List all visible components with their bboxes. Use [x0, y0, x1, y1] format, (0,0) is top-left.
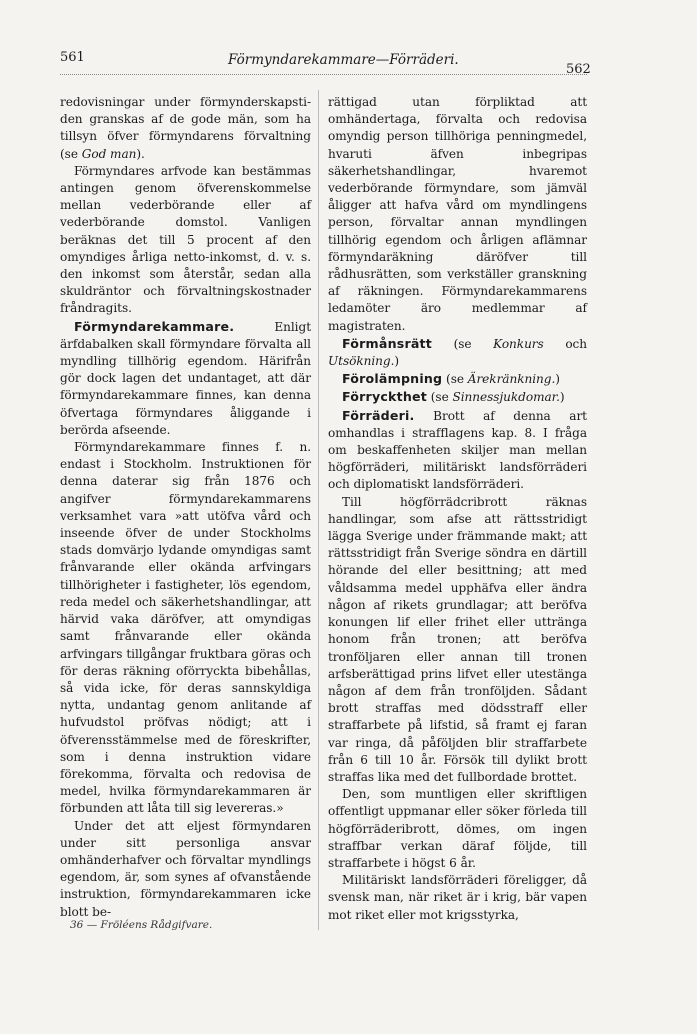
paragraph-text: )	[555, 372, 560, 387]
paragraph: Militäriskt landsförräderi föreligger, då svensk man, när riket är i krig, bär vapen mot riket eller mot krigsstyrka,	[328, 873, 587, 922]
page-number-left: 561	[60, 50, 85, 65]
cross-reference: Utsökning.	[328, 354, 395, 369]
entry-paragraph	[328, 370, 587, 388]
page-footer: 36 — Fröléens Rådgifvare.	[70, 919, 213, 931]
entry-headword: Förmånsrätt	[342, 335, 432, 351]
paragraph-text: (se	[430, 390, 449, 405]
page-number-right: 562	[566, 62, 591, 77]
paragraph-text: Brott af denna art omhandlas i strafflagens kap. 8. I fråga om beskaffenheten skiljer man mellan högförräderi, militäriskt landsförräderi och diplomatiskt landsförräderi.	[328, 408, 587, 492]
paragraph-text: (se	[446, 372, 464, 387]
paragraph: rättigad utan förpliktad att omhändertaga, förvalta och redovisa omyndig person tillhöriga penningmedel, hvaruti äfven inbegripas säkerhetshandlingar, hvaremot vederbörande förmyndare, som jämväl åligger att hafva vård om myndlingens person, förvaltar annan myndlingen tillhörig egendom och årligen aflämnar förmyndaräkning däröfver till rådhusrätten, som verkställer granskning af räkningen. Förmyndarekammarens ledamöter äro medlemmar af magistraten.	[328, 95, 587, 333]
running-head: Förmyndarekammare—Förräderi.	[228, 52, 459, 68]
paragraph-text: redovisningar under förmynderskapsti-den granskas af de gode män, som ha tillsyn öfver förmyndarens förvaltning (se	[60, 95, 311, 161]
paragraph: Den, som muntligen eller skriftligen offentligt uppmanar eller söker förleda till högförräderibrott, dömes, om ingen straffbar verkan däraf följde, till straffarbete i högst 6 år.	[328, 787, 587, 870]
paragraph	[60, 94, 311, 163]
paragraph: Förmyndares arfvode kan bestämmas antingen genom öfverenskommelse mellan vederbörande eller af vederbörande domstol. Vanligen beräknas det till 5 procent af den omyndiges årliga netto-inkomst, d. v. s. den inkomst som återstår, sedan alla skuldräntor och förvaltningskostnader fråndragits.	[60, 163, 311, 316]
left-column	[60, 94, 311, 921]
entry-headword: Förräderi.	[342, 407, 415, 423]
cross-reference: Sinnessjukdomar.	[452, 390, 560, 405]
cross-reference: God man	[81, 146, 137, 161]
entry-paragraph	[328, 388, 587, 406]
right-column	[328, 94, 587, 924]
header-rule	[60, 74, 587, 75]
paragraph-text: (se	[453, 336, 472, 351]
cross-reference: Konkurs	[493, 336, 544, 351]
entry-headword: Förryckthet	[342, 389, 427, 405]
entry-paragraph	[328, 335, 587, 370]
paragraph: Förmyndarekammare finnes f. n. endast i Stockholm. Instruktionen för denna daterar sig från 1876 och angifver förmyndarekammarens verksamhet vara »att utöfva vård och inseende öfver de under Stockholms stads domvärjo lydande omyndigas samt frånvarande eller okända arfvingars tillhörigheter i fastigheter, lös egendom, reda medel och säkerhetshandlingar, att härvid vaka däröfver, att omyndigas samt frånvarande eller okända arfvingars tillgångar fruktbara göras och för deras räkning oförryckta bibehållas, så vida icke, för deras sannskyldiga nytta, undantag genom anlitande af hufvudstol pröfvas nödigt; att i öfverensstämmelse med de föreskrifter, som i denna instruktion vidare förekomma, förvalta och redovisa de medel, hvilka förmyndarekammaren är förbunden att låta till sig levereras.»	[60, 440, 311, 816]
paragraph-text: Enligt ärfdabalken skall förmyndare förvalta all myndling tillhörig egendom. Härifrån gör dock lagen det undantaget, att där förmyndarekammare finnes, kan denna öfvertaga förmyndares åliggande i berörda afseende.	[60, 319, 311, 437]
entry-paragraph	[60, 318, 311, 439]
paragraph: Under det att eljest förmyndaren under sitt personliga ansvar omhänderhafver och förvaltar myndlings egendom, är, som synes af ofvanstående instruktion, förmyndarekammaren icke blott be-	[60, 818, 311, 919]
cross-reference: Ärekränkning.	[467, 372, 556, 387]
paragraph: Till högförrädcribrott räknas handlingar, som afse att rättsstridigt lägga Sverige under främmande makt; att rättsstridigt från Sverige söndra en därtill hörande del eller besittning; att med våldsamma medel upphäfva eller ändra någon af rikets grundlagar; att beröfva konungen lif eller frihet eller uttränga honom från tronen; att beröfva tronföljaren eller annan till tronen arfsberättigad prins lifvet eller utestänga någon af dem från tronföljden. Sådant brott straffas med dödsstraff eller straffarbete på lifstid, så framt ej faran var ringa, då påföljden blir straffarbete från 6 till 10 år. Försök till dylikt brott straffas lika med det fullbordade brottet.	[328, 494, 587, 784]
paragraph-text: )	[394, 354, 400, 369]
paragraph-text: och	[565, 336, 588, 351]
paragraph-text: ).	[136, 146, 145, 161]
column-rule	[318, 90, 319, 930]
entry-headword: Förolämpning	[342, 371, 443, 387]
entry-paragraph	[328, 407, 587, 494]
paragraph-text: )	[559, 390, 565, 405]
entry-headword: Förmyndarekammare.	[74, 318, 235, 334]
